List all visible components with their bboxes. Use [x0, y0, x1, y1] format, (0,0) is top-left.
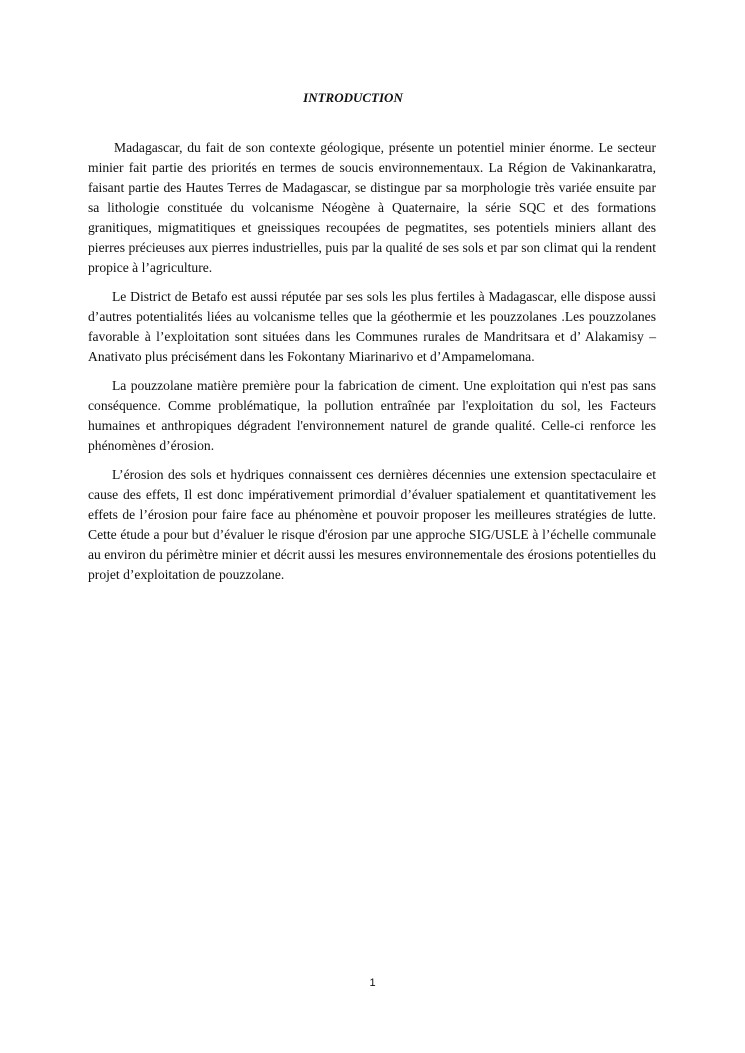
page-title: INTRODUCTION [303, 90, 403, 105]
paragraph-3: La pouzzolane matière première pour la fabrication de ciment. Une exploitation qui n'est pas sans conséquence. Comme problématique, la pollution entraînée par l'exploitation du sol, les Facteurs humaines et anthropiques dégradent l'environnement naturel de grande qualité. Celle-ci renforce les phénomènes d’érosion. [88, 378, 656, 453]
body-text [88, 138, 656, 594]
page-number: 1 [369, 977, 376, 989]
paragraph-2: Le District de Betafo est aussi réputée par ses sols les plus fertiles à Madagascar, elle dispose aussi d’autres potentialités liées au volcanisme telles que la géothermie et les pouzzolanes .Les pouzzolanes favorable à l’exploitation sont situées dans les Communes rurales de Mandritsara et d’ Alakamisy – Anativato plus précisément dans les Fokontany Miarinarivo et d’Ampamelomana. [88, 289, 656, 364]
paragraph-1: Madagascar, du fait de son contexte géologique, présente un potentiel minier énorme. Le secteur minier fait partie des priorités en termes de soucis environnementaux. La Région de Vakinankaratra, faisant partie des Hautes Terres de Madagascar, se distingue par sa morphologie très variée ensuite par sa lithologie constituée du volcanisme Néogène à Quaternaire, la série SQC et des formations granitiques, migmatitiques et gneissiques recoupées de pegmatites, ses potentiels miniers allant des pierres précieuses aux pierres industrielles, puis par la qualité de ses sols et par son climat qui la rendent propice à l’agriculture. [88, 140, 656, 275]
paragraph-4: L’érosion des sols et hydriques connaissent ces dernières décennies une extension spectaculaire et cause des effets, Il est donc impérativement primordial d’évaluer spatialement et quantitativement les effets de l’érosion pour faire face au phénomène et pouvoir proposer les meilleures stratégies de lutte. Cette étude a pour but d’évaluer le risque d'érosion par une approche SIG/USLE à l’échelle communale au environ du périmètre minier et décrit aussi les mesures environnementale des érosions potentielles du projet d’exploitation de pouzzolane. [88, 467, 656, 582]
